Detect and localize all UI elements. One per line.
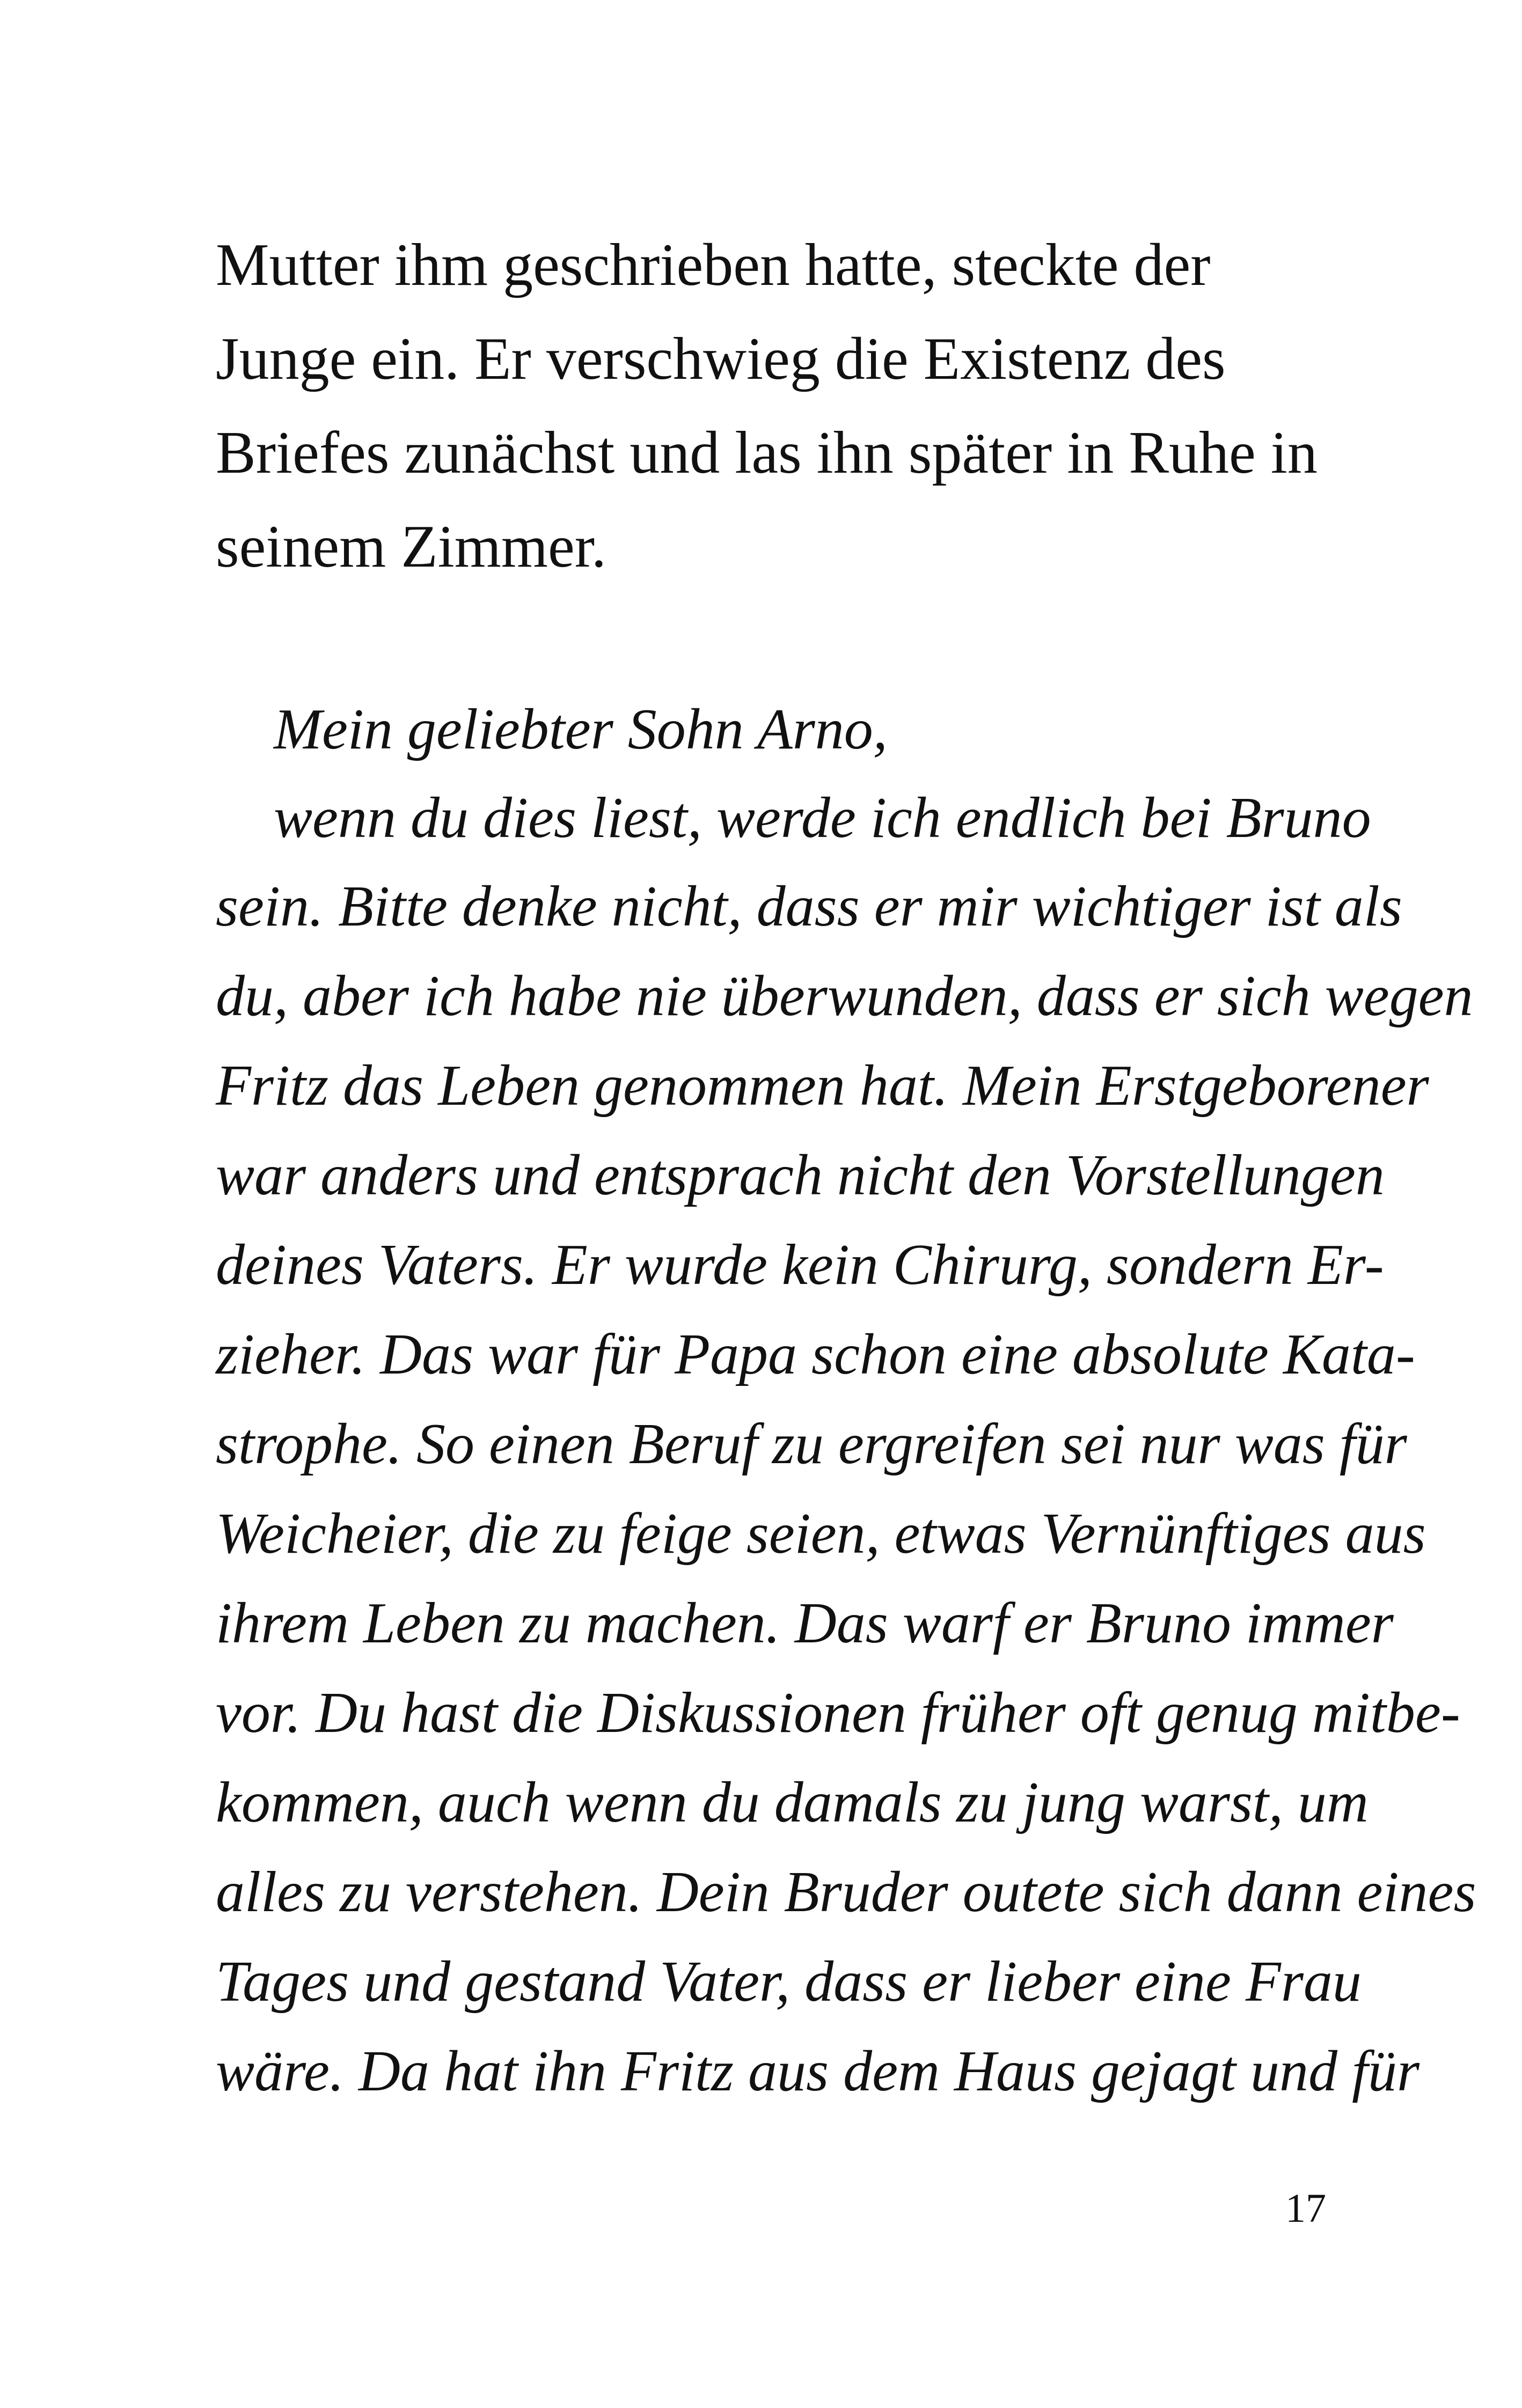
letter-line-5: war anders und entsprach nicht den Vorstellungen	[216, 1143, 1385, 1207]
page-number: 17	[1285, 2186, 1326, 2231]
letter-salutation: Mein geliebter Sohn Arno,	[274, 698, 888, 761]
letter-line-10: ihrem Leben zu machen. Das warf er Bruno immer	[216, 1591, 1394, 1655]
letter-line-3: du, aber ich habe nie überwunden, dass er sich wegen	[216, 964, 1473, 1028]
letter-line-12: kommen, auch wenn du damals zu jung warst, um	[216, 1771, 1369, 1834]
letter-line-7: zieher. Das war für Papa schon eine absolute Kata-	[216, 1323, 1415, 1386]
letter-line-14: Tages und gestand Vater, dass er lieber eine Frau	[216, 1950, 1362, 2014]
intro-line-3: Briefes zunächst und las ihn später in Ruhe in	[216, 420, 1318, 486]
intro-line-4: seinem Zimmer.	[216, 513, 606, 580]
letter-line-13: alles zu verstehen. Dein Bruder outete sich dann eines	[216, 1860, 1476, 1924]
letter-line-2: sein. Bitte denke nicht, dass er mir wichtiger ist als	[216, 875, 1402, 938]
letter-line-6: deines Vaters. Er wurde kein Chirurg, sondern Er-	[216, 1233, 1384, 1297]
intro-line-1: Mutter ihm geschrieben hatte, steckte der	[216, 232, 1211, 298]
letter-line-1: wenn du dies liest, werde ich endlich bei Bruno	[274, 786, 1371, 850]
letter-line-4: Fritz das Leben genommen hat. Mein Erstgeborener	[216, 1054, 1429, 1118]
letter-line-15: wäre. Da hat ihn Fritz aus dem Haus gejagt und für	[216, 2039, 1420, 2103]
letter-line-8: strophe. So einen Beruf zu ergreifen sei nur was für	[216, 1412, 1407, 1476]
letter-line-9: Weicheier, die zu feige seien, etwas Vernünftiges aus	[216, 1502, 1426, 1566]
intro-line-2: Junge ein. Er verschwieg die Existenz des	[216, 326, 1226, 392]
letter-line-11: vor. Du hast die Diskussionen früher oft genug mitbe-	[216, 1681, 1460, 1745]
